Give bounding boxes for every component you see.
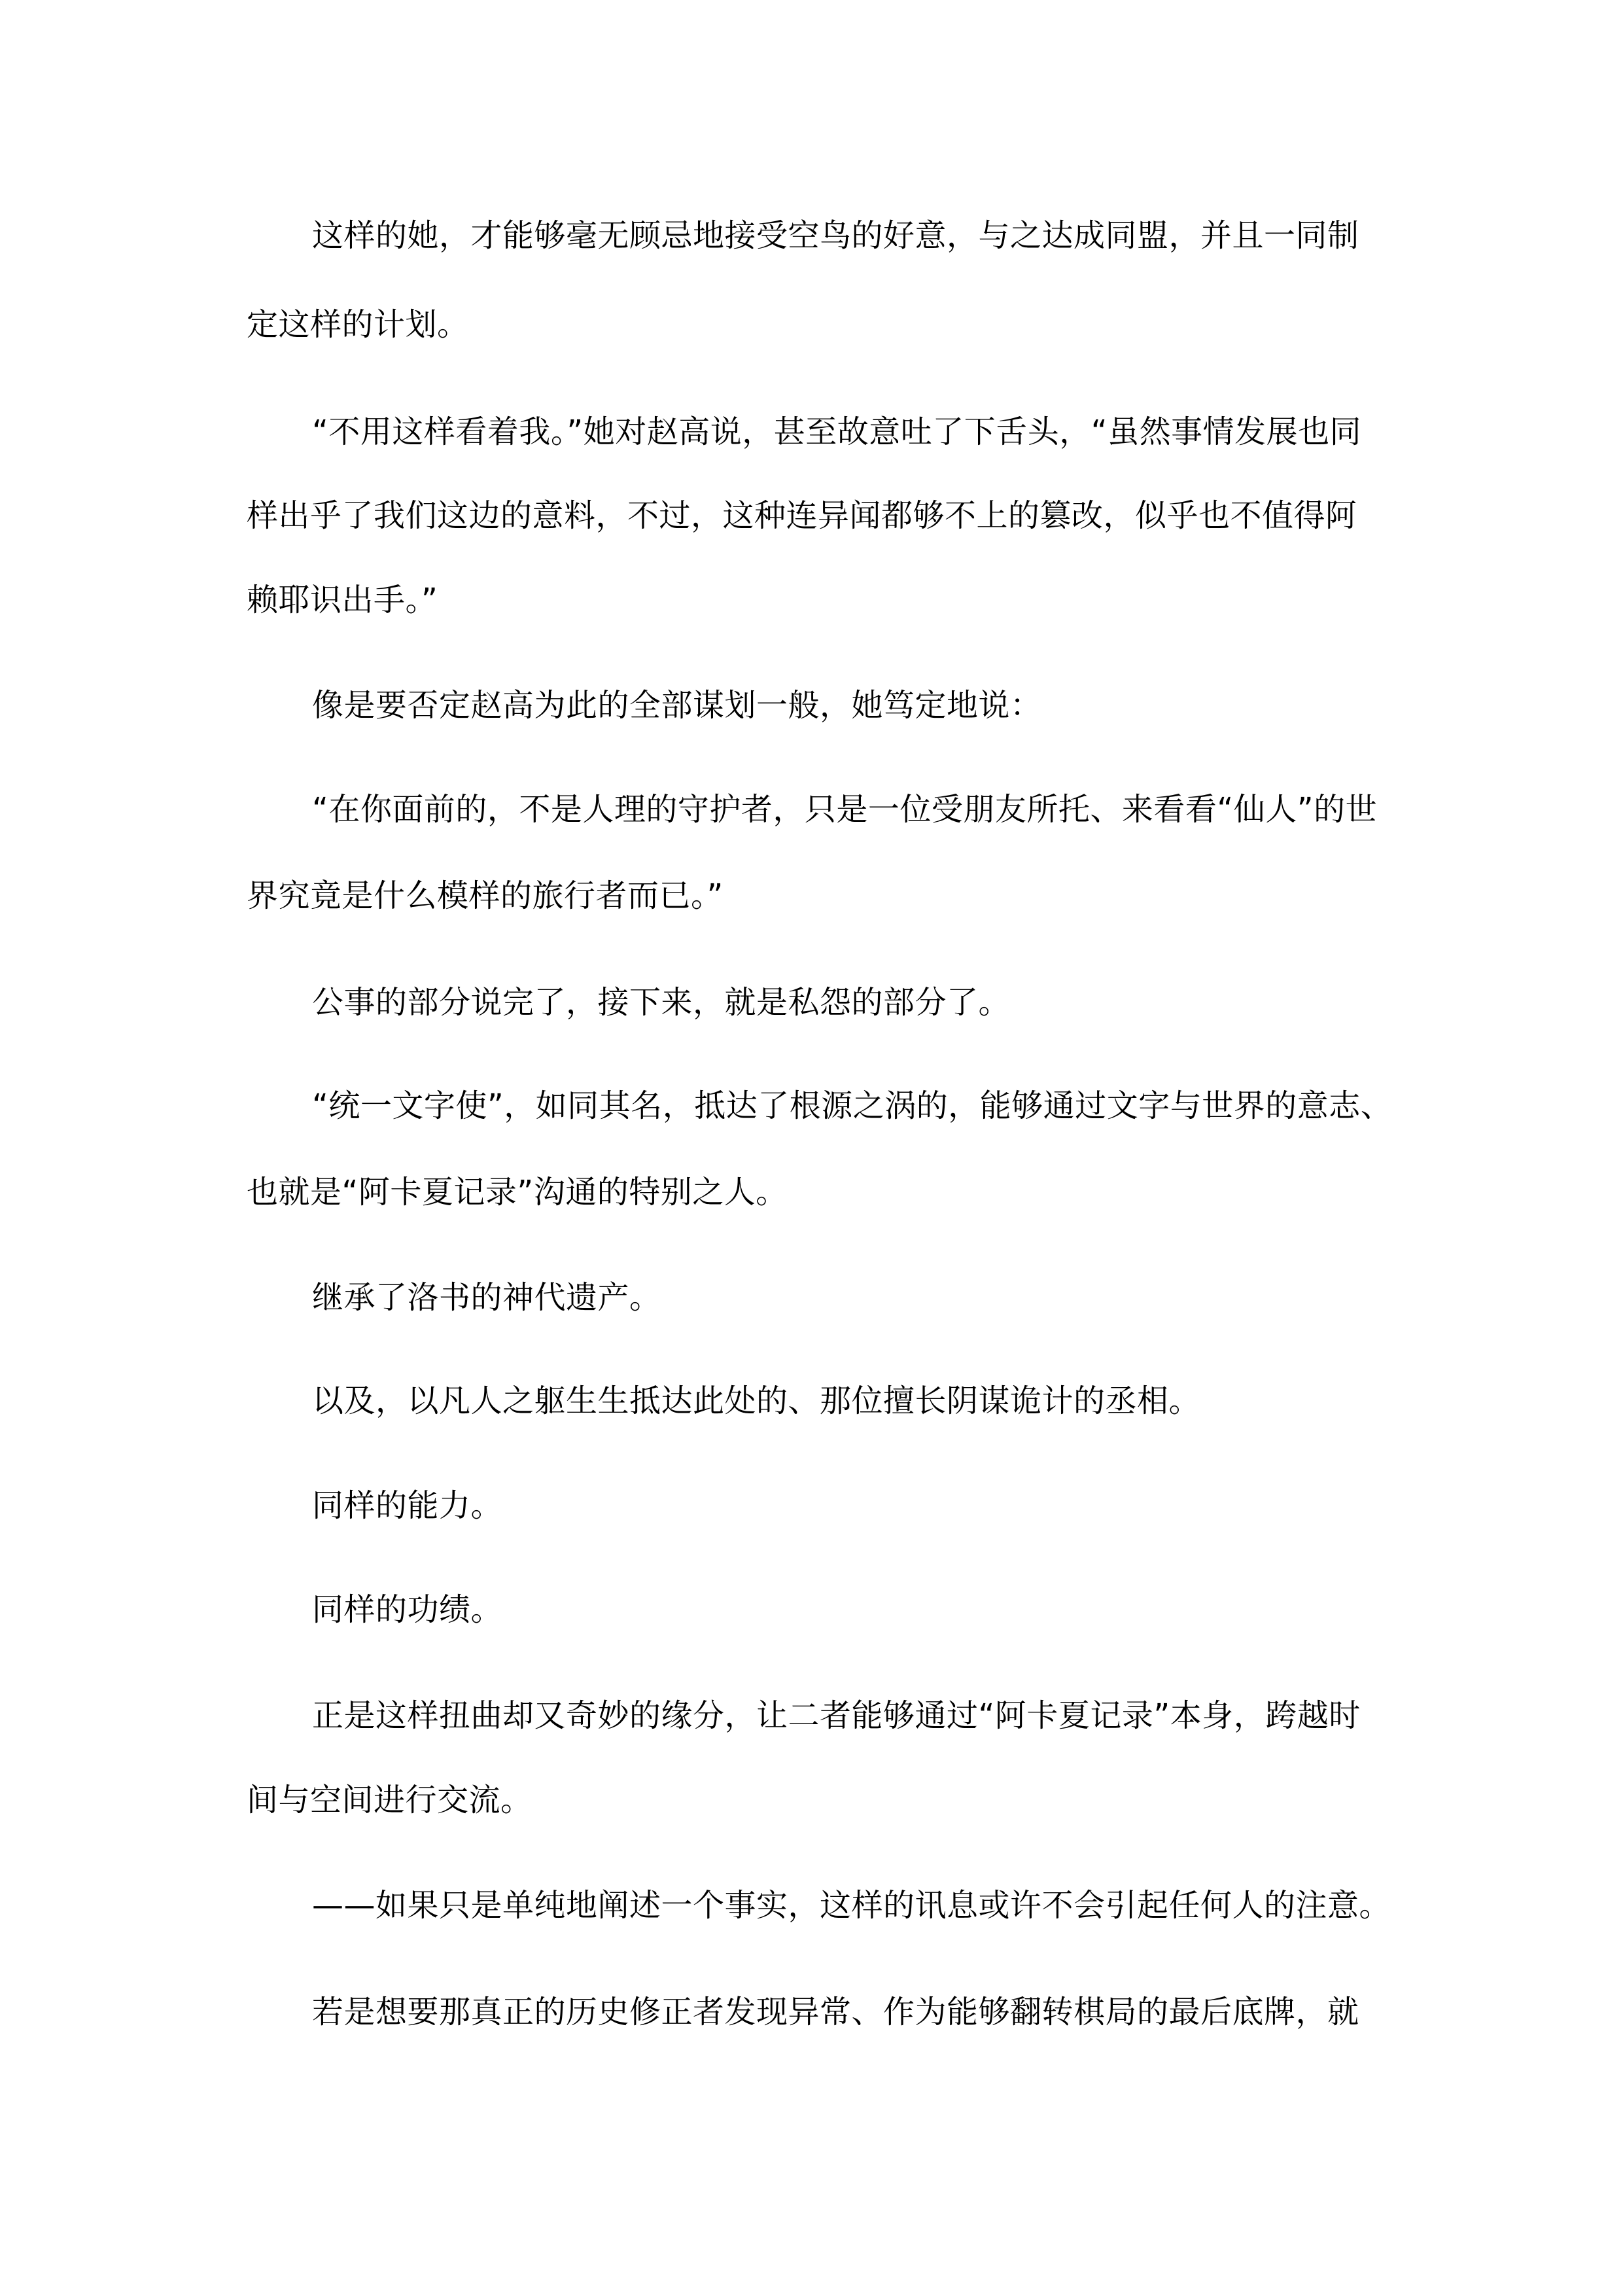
text-line-11: 也就是“阿卡夏记录”沟通的特别之人。 (247, 1174, 788, 1210)
text-line-19: 若是想要那真正的历史修正者发现异常、作为能够翻转棋局的最后底牌，就 (312, 1994, 1359, 2030)
text-line-13: 以及，以凡人之躯生生抵达此处的、那位擅长阴谋诡计的丞相。 (312, 1383, 1201, 1419)
text-line-15: 同样的功绩。 (312, 1591, 503, 1628)
text-line-9: 公事的部分说完了，接下来，就是私怨的部分了。 (312, 984, 1011, 1021)
text-line-8: 界究竟是什么模样的旅行者而已。” (247, 877, 724, 914)
text-line-5: 赖耶识出手。” (247, 582, 438, 618)
text-line-16: 正是这样扭曲却又奇妙的缘分，让二者能够通过“阿卡夏记录”本身，跨越时 (312, 1697, 1361, 1734)
text-line-3: “不用这样看着我。”她对赵高说，甚至故意吐了下舌头，“虽然事情发展也同 (312, 414, 1362, 450)
text-line-10: “统一文字使”，如同其名，抵达了根源之涡的，能够通过文字与世界的意志、 (312, 1087, 1393, 1124)
text-line-12: 继承了洛书的神代遗产。 (312, 1279, 661, 1316)
text-line-2: 定这样的计划。 (247, 306, 469, 343)
text-line-18: ——如果只是单纯地阐述一个事实，这样的讯息或许不会引起任何人的注意。 (312, 1887, 1391, 1924)
text-line-14: 同样的能力。 (312, 1487, 503, 1524)
text-line-6: 像是要否定赵高为此的全部谋划一般，她笃定地说： (312, 687, 1042, 724)
text-line-7: “在你面前的，不是人理的守护者，只是一位受朋友所托、来看看“仙人”的世 (312, 791, 1378, 828)
text-line-1: 这样的她，才能够毫无顾忌地接受空鸟的好意，与之达成同盟，并且一同制 (312, 217, 1359, 254)
text-line-4: 样出乎了我们这边的意料，不过，这种连异闻都够不上的篡改，似乎也不值得阿 (247, 497, 1357, 534)
text-line-17: 间与空间进行交流。 (247, 1782, 532, 1818)
